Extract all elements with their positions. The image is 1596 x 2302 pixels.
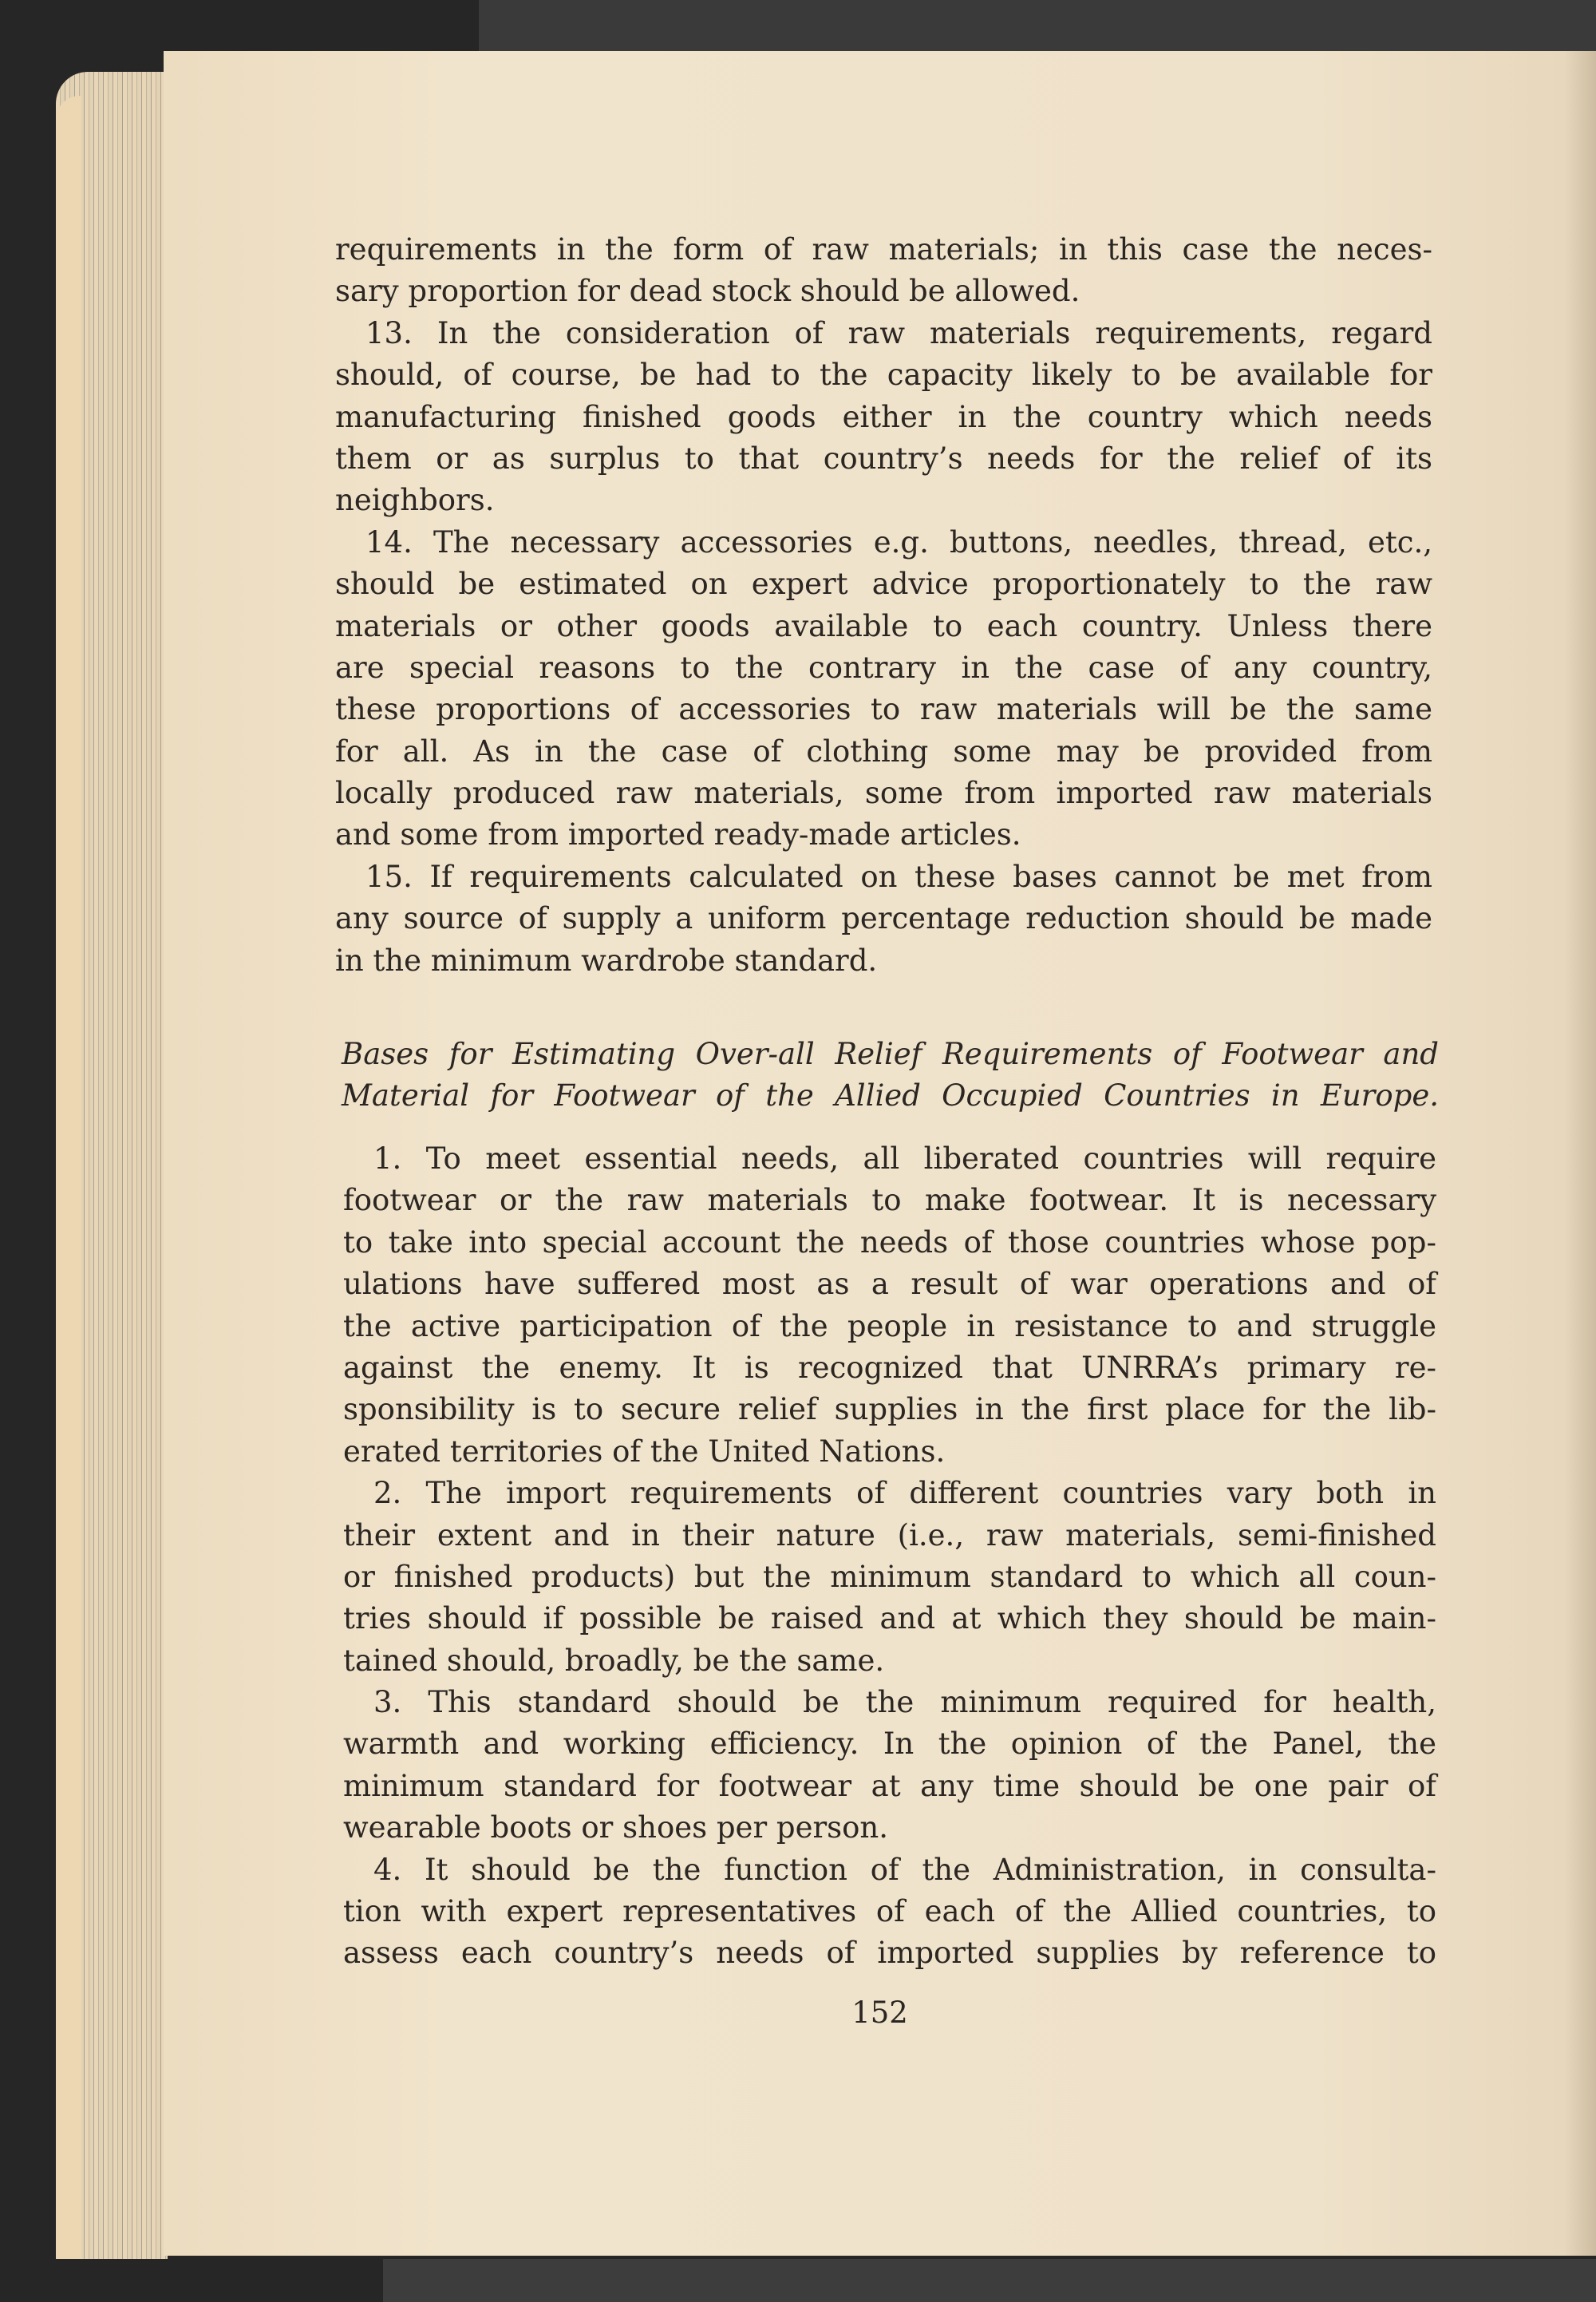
text-line: should be estimated on expert advice proportionately to the raw	[335, 567, 1432, 602]
text-line: 15. If requirements calculated on these bases cannot be met from	[365, 859, 1432, 894]
text-line: to take into special account the needs of those countries whose pop-	[343, 1224, 1436, 1260]
text-line: should, of course, be had to the capacity likely to be available for	[335, 358, 1432, 393]
text-line: tion with expert representatives of each of the Allied countries, to	[343, 1894, 1436, 1929]
text-line: ulations have suffered most as a result of war operations and of	[343, 1267, 1436, 1302]
section-heading	[342, 1034, 1439, 1117]
background-strip	[383, 2259, 1596, 2302]
footwear-text	[343, 1138, 1436, 1975]
text-line: 4. It should be the function of the Administration, in consulta-	[373, 1852, 1436, 1887]
text-line: neighbors.	[335, 483, 495, 518]
continuation-text	[335, 229, 1432, 982]
text-line: or finished products) but the minimum standard to which all coun-	[343, 1559, 1436, 1594]
text-line: 3. This standard should be the minimum required for health,	[373, 1685, 1436, 1720]
text-line: them or as surplus to that country’s needs for the relief of its	[335, 441, 1432, 476]
text-line: manufacturing finished goods either in the country which needs	[335, 399, 1432, 434]
text-line: 1. To meet essential needs, all liberated countries will require	[373, 1141, 1436, 1176]
text-line: locally produced raw materials, some from imported raw materials	[335, 776, 1432, 811]
text-line: 2. The import requirements of different countries vary both in	[373, 1476, 1436, 1511]
text-line: in the minimum wardrobe standard.	[335, 943, 878, 978]
text-line: warmth and working efficiency. In the opinion of the Panel, the	[343, 1726, 1436, 1762]
page-number: 152	[851, 1995, 908, 2030]
text-line: and some from imported ready-made articles.	[335, 817, 1021, 852]
text-line: footwear or the raw materials to make footwear. It is necessary	[343, 1183, 1436, 1218]
text-line: materials or other goods available to each country. Unless there	[335, 608, 1432, 643]
text-line: for all. As in the case of clothing some may be provided from	[335, 734, 1432, 769]
text-line: these proportions of accessories to raw materials will be the same	[335, 692, 1432, 727]
text-line: any source of supply a uniform percentage reduction should be made	[335, 901, 1432, 936]
page-edges	[56, 72, 168, 2259]
text-line: minimum standard for footwear at any time should be one pair of	[343, 1768, 1436, 1803]
page-gutter-shadow	[1564, 51, 1596, 2256]
text-line: requirements in the form of raw materials; in this case the neces-	[335, 232, 1432, 267]
text-line: 13. In the consideration of raw materials requirements, regard	[365, 315, 1432, 350]
text-line: are special reasons to the contrary in the case of any country,	[335, 650, 1432, 685]
text-line: Material for Footwear of the Allied Occupied Countries in Europe.	[342, 1078, 1439, 1113]
text-line: sary proportion for dead stock should be allowed.	[335, 274, 1080, 309]
text-line: tained should, broadly, be the same.	[343, 1643, 885, 1678]
text-line: assess each country’s needs of imported supplies by reference to	[343, 1936, 1436, 1971]
text-line: the active participation of the people in resistance to and struggle	[343, 1308, 1436, 1343]
text-line: erated territories of the United Nations.	[343, 1434, 946, 1469]
text-line: wearable boots or shoes per person.	[343, 1810, 889, 1845]
text-line: Bases for Estimating Over-all Relief Requirements of Footwear and	[342, 1037, 1439, 1071]
background	[479, 0, 1596, 56]
text-line: against the enemy. It is recognized that UNRRA’s primary re-	[343, 1350, 1436, 1385]
text-line: their extent and in their nature (i.e., raw materials, semi-finished	[343, 1517, 1436, 1552]
text-line: 14. The necessary accessories e.g. buttons, needles, thread, etc.,	[365, 524, 1432, 560]
text-line: sponsibility is to secure relief supplies in the first place for the lib-	[343, 1392, 1436, 1427]
text-line: tries should if possible be raised and at which they should be main-	[343, 1601, 1436, 1636]
